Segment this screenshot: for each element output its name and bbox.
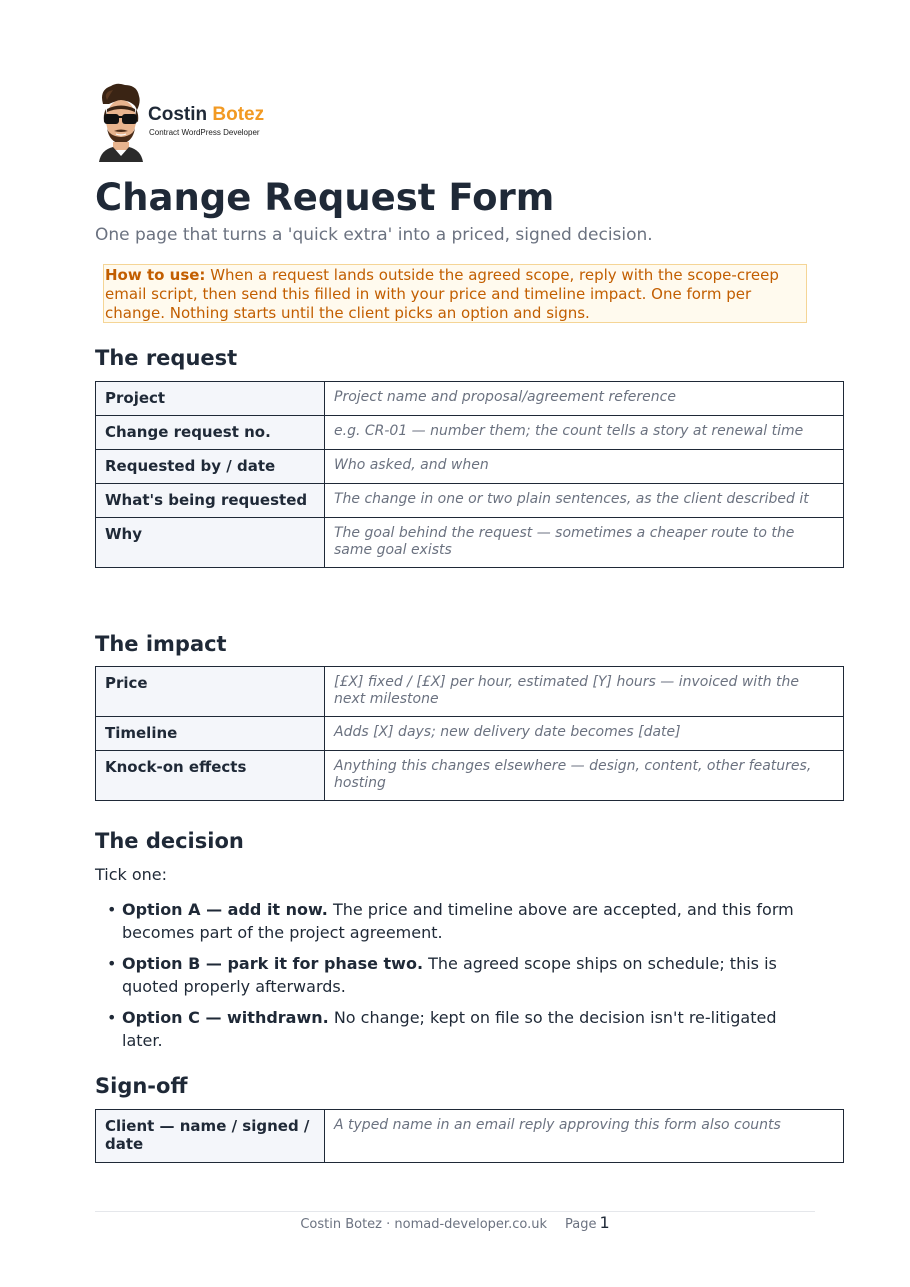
signoff-table [95, 1109, 844, 1163]
field-label: Project [96, 382, 325, 416]
field-label: Price [96, 667, 325, 717]
avatar-icon [95, 82, 145, 162]
page-label: Page [564, 1217, 597, 1232]
field-value[interactable]: A typed name in an email reply approving this form also counts [325, 1110, 844, 1163]
option-title: Option A — add it now. [122, 900, 328, 919]
bullet-icon: • [107, 1008, 117, 1027]
page-number: 1 [599, 1213, 610, 1232]
table-row [96, 518, 844, 568]
section-heading-impact: The impact [95, 632, 227, 656]
field-value[interactable]: e.g. CR-01 — number them; the count tells a story at renewal time [325, 416, 844, 450]
page-title: Change Request Form [95, 176, 555, 219]
footer-divider [95, 1211, 815, 1212]
table-row [96, 382, 844, 416]
field-value[interactable]: Project name and proposal/agreement reference [325, 382, 844, 416]
option-title: Option B — park it for phase two. [122, 954, 424, 973]
field-value[interactable]: The change in one or two plain sentences, as the client described it [325, 484, 844, 518]
field-label: Client — name / signed / date [96, 1110, 325, 1163]
logo [95, 82, 275, 162]
page-subtitle: One page that turns a 'quick extra' into a priced, signed decision. [95, 225, 653, 245]
section-heading-request: The request [95, 346, 238, 370]
field-label: Knock-on effects [96, 751, 325, 801]
table-row [96, 484, 844, 518]
field-value[interactable]: Anything this changes elsewhere — design, content, other features, hosting [325, 751, 844, 801]
option-text: The agreed scope ships on schedule; this is quoted properly afterwards. [122, 954, 777, 996]
footer-attribution: Costin Botez · nomad-developer.co.uk [300, 1217, 547, 1232]
request-table [95, 381, 844, 568]
field-label: Change request no. [96, 416, 325, 450]
page-footer [0, 1213, 910, 1232]
bullet-icon: • [107, 954, 117, 973]
table-row [96, 416, 844, 450]
section-heading-decision: The decision [95, 829, 244, 853]
how-to-use-callout [103, 264, 807, 323]
decision-option-c[interactable] [95, 1006, 815, 1052]
option-title: Option C — withdrawn. [122, 1008, 329, 1027]
field-value[interactable]: [£X] fixed / [£X] per hour, estimated [Y] hours — invoiced with the next milestone [325, 667, 844, 717]
field-label: Timeline [96, 717, 325, 751]
table-row [96, 751, 844, 801]
decision-option-b[interactable] [95, 952, 815, 998]
field-label: Why [96, 518, 325, 568]
section-heading-signoff: Sign-off [95, 1074, 188, 1098]
how-to-use-label: How to use: [105, 266, 206, 284]
field-label: What's being requested [96, 484, 325, 518]
option-text: The price and timeline above are accepted, and this form becomes part of the project agreement. [122, 900, 794, 942]
field-value[interactable]: Who asked, and when [325, 450, 844, 484]
decision-instruction: Tick one: [95, 865, 168, 884]
logo-tagline: Contract WordPress Developer [149, 128, 260, 137]
logo-name: Costin Botez [148, 104, 265, 125]
table-row [96, 1110, 844, 1163]
table-row [96, 667, 844, 717]
field-value[interactable]: Adds [X] days; new delivery date becomes [date] [325, 717, 844, 751]
field-value[interactable]: The goal behind the request — sometimes a cheaper route to the same goal exists [325, 518, 844, 568]
decision-option-a[interactable] [95, 898, 815, 944]
table-row [96, 717, 844, 751]
impact-table [95, 666, 844, 801]
table-row [96, 450, 844, 484]
decision-options [95, 898, 815, 1060]
how-to-use-text: When a request lands outside the agreed scope, reply with the scope-creep email script, then send this filled in with your price and timeline impact. One form per change. Nothing starts until the client picks an option and signs. [105, 266, 779, 322]
field-label: Requested by / date [96, 450, 325, 484]
option-text: No change; kept on file so the decision isn't re-litigated later. [122, 1008, 777, 1050]
bullet-icon: • [107, 900, 117, 919]
